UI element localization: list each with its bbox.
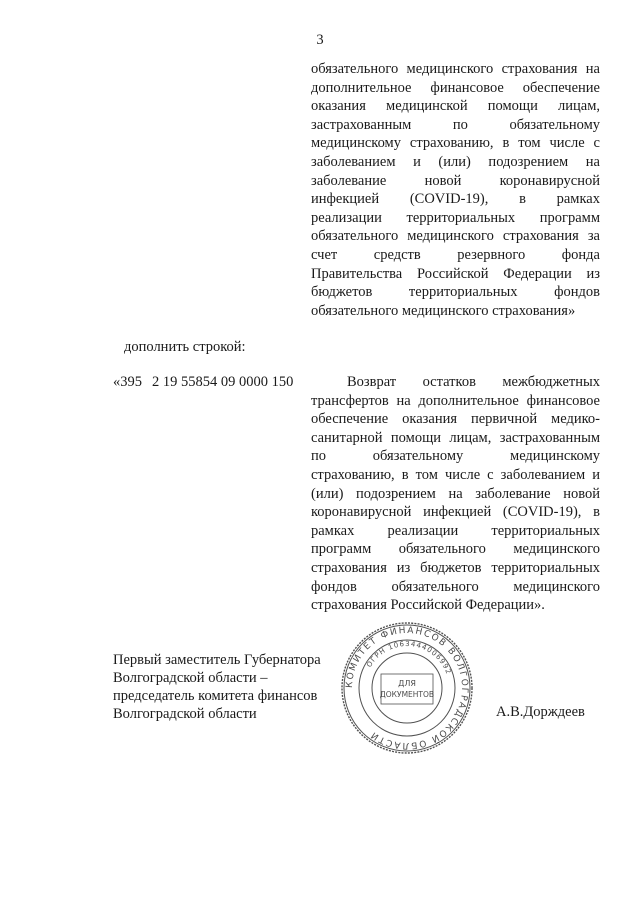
text-line: страхованию, в том числе с заболеванием и xyxy=(311,466,600,483)
signer-position-line: председатель комитета финансов xyxy=(113,688,318,704)
text-line: фондов обязательного медицинского xyxy=(311,578,600,595)
text-line: медицинскому страхованию, в том числе с xyxy=(311,135,600,152)
text-line: трансфертов на дополнительное финансовое xyxy=(311,392,600,409)
text-line: реализации территориальных программ xyxy=(311,209,600,226)
signer-position xyxy=(113,651,353,723)
text-line: дополнительное финансовое обеспечение xyxy=(311,79,600,96)
signer-position-line: Волгоградской области xyxy=(113,706,257,722)
page-number: 3 xyxy=(316,32,324,48)
text-line: обязательного медицинского страхования» xyxy=(311,302,576,319)
text-line: Возврат остатков межбюджетных xyxy=(347,374,600,390)
text-line: программ обязательного медицинского xyxy=(311,541,600,558)
official-seal-stamp xyxy=(339,620,475,756)
text-line: коронавирусной инфекцией (COVID-19), в xyxy=(311,504,600,521)
budget-classification-code: 2 19 55854 09 0000 150 xyxy=(152,374,294,390)
text-line: страхования из бюджетов территориальных xyxy=(311,559,600,576)
text-line: заболевание новой коронавирусной xyxy=(311,172,600,189)
text-line: обеспечение оказания первичной медико- xyxy=(311,411,600,428)
signer-position-line: Волгоградской области – xyxy=(113,670,268,686)
text-line: счет средств резервного фонда xyxy=(311,246,600,263)
continuation-text xyxy=(311,60,600,320)
seal-inner-text: ОГРН 1063444006992 xyxy=(365,639,453,676)
signer-position-line: Первый заместитель Губернатора xyxy=(113,652,321,668)
text-line: застрахованным по обязательному xyxy=(311,116,600,133)
text-line: заболеванием и (или) подозрением на xyxy=(311,153,600,170)
text-line: рамках реализации территориальных xyxy=(311,522,600,539)
admin-code: «395 xyxy=(113,374,142,390)
new-row-description xyxy=(311,373,600,615)
text-line: (или) подозрением на заболевание новой xyxy=(311,485,600,502)
text-line: инфекцией (COVID-19), в рамках xyxy=(311,191,600,208)
seal-center-top: ДЛЯ xyxy=(398,679,416,688)
text-line: обязательного медицинского страхования на xyxy=(311,61,600,77)
text-line: бюджетов территориальных фондов xyxy=(311,284,600,301)
text-line: санитарной помощи лицам, застрахованным xyxy=(311,429,600,446)
text-line: оказания медицинской помощи лицам, xyxy=(311,98,600,115)
signer-name: А.В.Дорждеев xyxy=(496,704,585,720)
text-line: по обязательному медицинскому xyxy=(311,448,600,465)
seal-center-bottom: ДОКУМЕНТОВ xyxy=(379,690,435,699)
seal-outer-text: КОМИТЕТ ФИНАНСОВ ВОЛГОГРАДСКОЙ ОБЛАСТИ xyxy=(344,625,470,751)
add-row-label: дополнить строкой: xyxy=(124,339,246,355)
text-line: страхования Российской Федерации». xyxy=(311,597,545,614)
text-line: обязательного медицинского страхования за xyxy=(311,228,600,245)
text-line: Правительства Российской Федерации из xyxy=(311,265,600,282)
